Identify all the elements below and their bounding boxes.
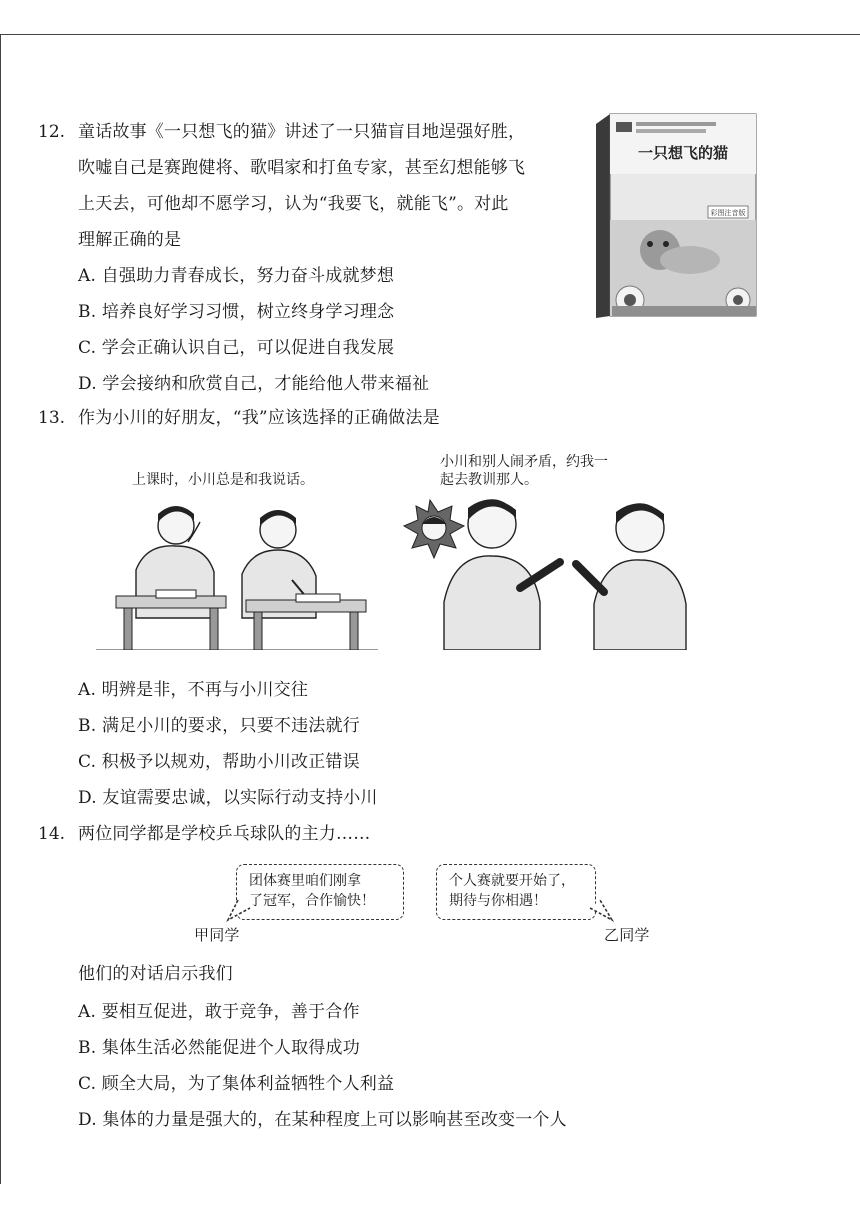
book-title: 一只想飞的猫	[637, 144, 729, 162]
book-badge: 彩图注音版	[710, 209, 746, 217]
option-a[interactable]: A. 要相互促进，敢于竞争，善于合作	[78, 1002, 360, 1022]
classroom-comic	[96, 500, 378, 650]
question-number: 13.	[38, 408, 66, 428]
speaker-jia: 甲同学	[194, 926, 240, 944]
bubble-tail-left	[226, 898, 256, 924]
page-left-border	[0, 34, 1, 1184]
option-b[interactable]: B. 满足小川的要求，只要不违法就行	[78, 716, 360, 736]
bubble-text: 团体赛里咱们刚拿	[249, 873, 361, 889]
option-c[interactable]: C. 顾全大局，为了集体利益牺牲个人利益	[78, 1074, 395, 1094]
option-c[interactable]: C. 学会正确认识自己，可以促进自我发展	[78, 338, 395, 358]
book-cover-illustration	[590, 110, 762, 322]
question-prompt: 他们的对话启示我们	[78, 964, 233, 984]
bubble-text: 个人赛就要开始了，	[449, 873, 575, 889]
boy-xiaochuan	[444, 499, 560, 650]
bubble-text: 了冠军，合作愉快！	[249, 893, 375, 909]
comic-caption-left: 上课时，小川总是和我说话。	[132, 472, 314, 488]
speech-bubble-left	[236, 864, 404, 920]
option-a[interactable]: A. 明辨是非，不再与小川交往	[78, 680, 309, 700]
question-stem-line: 吹嘘自己是赛跑健将、歌唱家和打鱼专家，甚至幻想能够飞	[78, 158, 526, 178]
option-a[interactable]: A. 自强助力青春成长，努力奋斗成就梦想	[78, 266, 395, 286]
question-stem: 两位同学都是学校乒乓球队的主力……	[78, 824, 371, 844]
desk-left	[116, 590, 226, 650]
option-d[interactable]: D. 集体的力量是强大的，在某种程度上可以影响甚至改变一个人	[78, 1110, 567, 1130]
boy-me	[576, 503, 686, 650]
option-b[interactable]: B. 集体生活必然能促进个人取得成功	[78, 1038, 360, 1058]
conflict-comic	[400, 492, 690, 650]
option-d[interactable]: D. 友谊需要忠诚，以实际行动支持小川	[78, 788, 378, 808]
speaker-yi: 乙同学	[604, 926, 650, 944]
question-number: 14.	[38, 824, 66, 844]
desk-right	[246, 594, 366, 650]
question-stem-line: 童话故事《一只想飞的猫》讲述了一只猫盲目地逞强好胜，	[78, 122, 526, 142]
question-stem-line: 上天去，可他却不愿学习，认为“我要飞，就能飞”。对此	[78, 194, 509, 214]
question-stem: 作为小川的好朋友，“我”应该选择的正确做法是	[78, 408, 440, 428]
option-c[interactable]: C. 积极予以规劝，帮助小川改正错误	[78, 752, 360, 772]
comic-caption-right: 小川和别人闹矛盾，约我一	[440, 454, 608, 470]
question-stem-line: 理解正确的是	[78, 230, 182, 250]
bubble-tail-right	[584, 898, 614, 924]
page-top-border	[0, 34, 860, 35]
option-d[interactable]: D. 学会接纳和欣赏自己，才能给他人带来福祉	[78, 374, 430, 394]
comic-caption-right: 起去教训那人。	[440, 472, 538, 488]
option-b[interactable]: B. 培养良好学习习惯，树立终身学习理念	[78, 302, 395, 322]
anger-burst-icon	[404, 500, 464, 558]
question-number: 12.	[38, 122, 66, 142]
speech-bubble-right	[436, 864, 596, 920]
bubble-text: 期待与你相遇！	[449, 893, 547, 909]
